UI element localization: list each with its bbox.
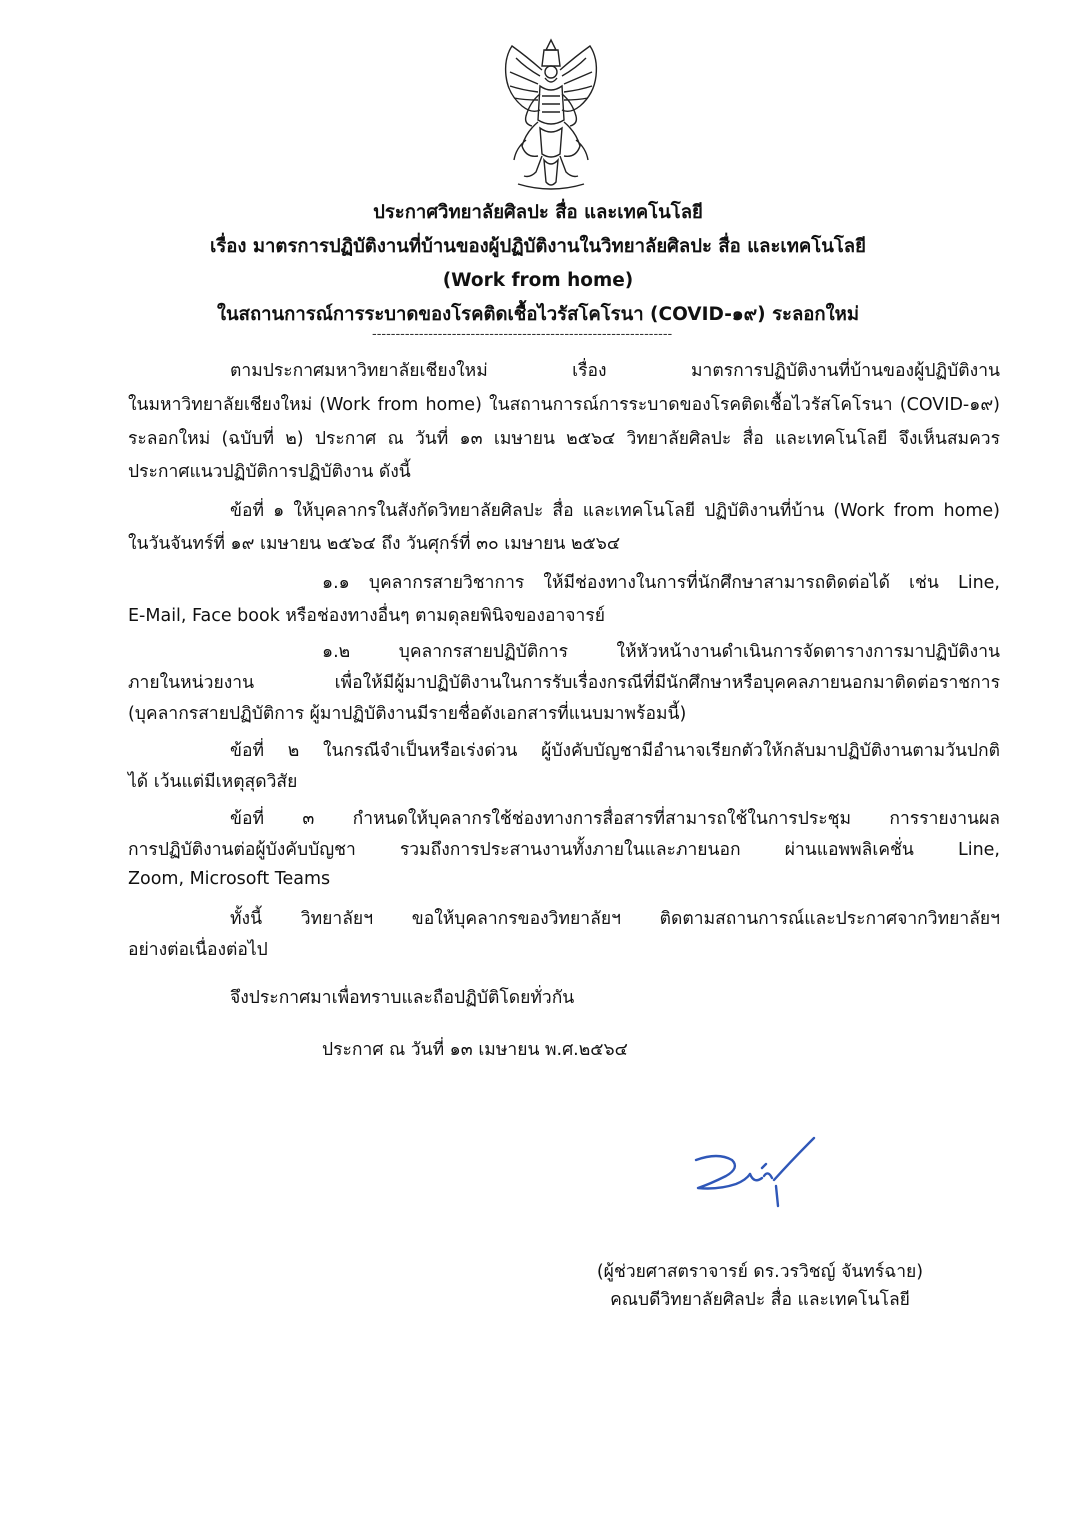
paragraph-line: ๑.๑ บุคลากรสายวิชาการ ให้มีช่องทางในการที่นักศึกษาสามารถติดต่อได้ เช่น Line, xyxy=(322,573,1000,593)
paragraph-line: ทั้งนี้ วิทยาลัยฯ ขอให้บุคลากรของวิทยาลัยฯ ติดตามสถานการณ์และประกาศจากวิทยาลัยฯ xyxy=(230,909,1000,929)
header-wfh: (Work from home) xyxy=(442,270,634,291)
paragraph-line: ตามประกาศมหาวิทยาลัยเชียงใหม่ เรื่อง มาตรการปฏิบัติงานที่บ้านของผู้ปฏิบัติงาน xyxy=(230,361,1000,381)
header-title: ประกาศวิทยาลัยศิลปะ สื่อ และเทคโนโลยี xyxy=(373,202,703,223)
paragraph-line: (บุคลากรสายปฏิบัติการ ผู้มาปฏิบัติงานมีรายชื่อดังเอกสารที่แนบมาพร้อมนี้) xyxy=(128,704,687,724)
paragraph-line: ได้ เว้นแต่มีเหตุสุดวิสัย xyxy=(128,772,298,792)
paragraph-line: ในมหาวิทยาลัยเชียงใหม่ (Work from home) ในสถานการณ์การระบาดของโรคติดเชื้อไวรัสโคโรนา (COVID-๑๙) xyxy=(128,395,1000,415)
signature-icon xyxy=(688,1130,828,1220)
paragraph-line: อย่างต่อเนื่องต่อไป xyxy=(128,940,268,960)
paragraph-line: E-Mail, Face book หรือช่องทางอื่นๆ ตามดุลยพินิจของอาจารย์ xyxy=(128,606,606,626)
closing-statement: จึงประกาศมาเพื่อทราบและถือปฏิบัติโดยทั่วกัน xyxy=(230,988,575,1008)
paragraph-line: การปฏิบัติงานต่อผู้บังคับบัญชา รวมถึงการประสานงานทั้งภายในและภายนอก ผ่านแอพพลิเคชั่น Line, xyxy=(128,840,1000,860)
paragraph-line: ระลอกใหม่ (ฉบับที่ ๒) ประกาศ ณ วันที่ ๑๓ เมษายน ๒๕๖๔ วิทยาลัยศิลปะ สื่อ และเทคโนโลยี จึงเห็นสมควร xyxy=(128,429,1000,449)
paragraph-line: ข้อที่ ๒ ในกรณีจำเป็นหรือเร่งด่วน ผู้บังคับบัญชามีอำนาจเรียกตัวให้กลับมาปฏิบัติงานตามวันปกติ xyxy=(230,741,1000,761)
paragraph-line: ข้อที่ ๓ กำหนดให้บุคลากรใช้ช่องทางการสื่อสารที่สามารถใช้ในการประชุม การรายงานผล xyxy=(230,809,1000,829)
paragraph-line: ในวันจันทร์ที่ ๑๙ เมษายน ๒๕๖๔ ถึง วันศุกร์ที่ ๓๐ เมษายน ๒๕๖๔ xyxy=(128,534,621,554)
paragraph-line: ข้อที่ ๑ ให้บุคลากรในสังกัดวิทยาลัยศิลปะ สื่อ และเทคโนโลยี ปฏิบัติงานที่บ้าน (Work from home) xyxy=(230,501,1000,521)
header-subject: เรื่อง มาตรการปฏิบัติงานที่บ้านของผู้ปฏิบัติงานในวิทยาลัยศิลปะ สื่อ และเทคโนโลยี xyxy=(210,236,866,257)
announcement-date: ประกาศ ณ วันที่ ๑๓ เมษายน พ.ศ.๒๕๖๔ xyxy=(322,1040,628,1060)
signatory-name: (ผู้ช่วยศาสตราจารย์ ดร.วรวิชญ์ จันทร์ฉาย) xyxy=(596,1262,924,1282)
announcement-header xyxy=(150,196,926,332)
paragraph-line: ๑.๒ บุคลากรสายปฏิบัติการ ให้หัวหน้างานดำเนินการจัดตารางการมาปฏิบัติงาน xyxy=(322,642,1000,662)
garuda-emblem-icon xyxy=(496,36,606,194)
paragraph-line: ภายในหน่วยงาน เพื่อให้มีผู้มาปฏิบัติงานในการรับเรื่องกรณีที่มีนักศึกษาหรือบุคคลภายนอกมาติดต่อราชการ xyxy=(128,673,1000,693)
signatory-position: คณบดีวิทยาลัยศิลปะ สื่อ และเทคโนโลยี xyxy=(610,1290,910,1310)
paragraph-line: ประกาศแนวปฏิบัติการปฏิบัติงาน ดังนี้ xyxy=(128,462,411,482)
paragraph-line: Zoom, Microsoft Teams xyxy=(128,869,331,889)
header-separator: ---------------------------------------------------------------- xyxy=(372,327,673,342)
header-situation: ในสถานการณ์การระบาดของโรคติดเชื้อไวรัสโคโรนา (COVID-๑๙) ระลอกใหม่ xyxy=(216,304,860,325)
